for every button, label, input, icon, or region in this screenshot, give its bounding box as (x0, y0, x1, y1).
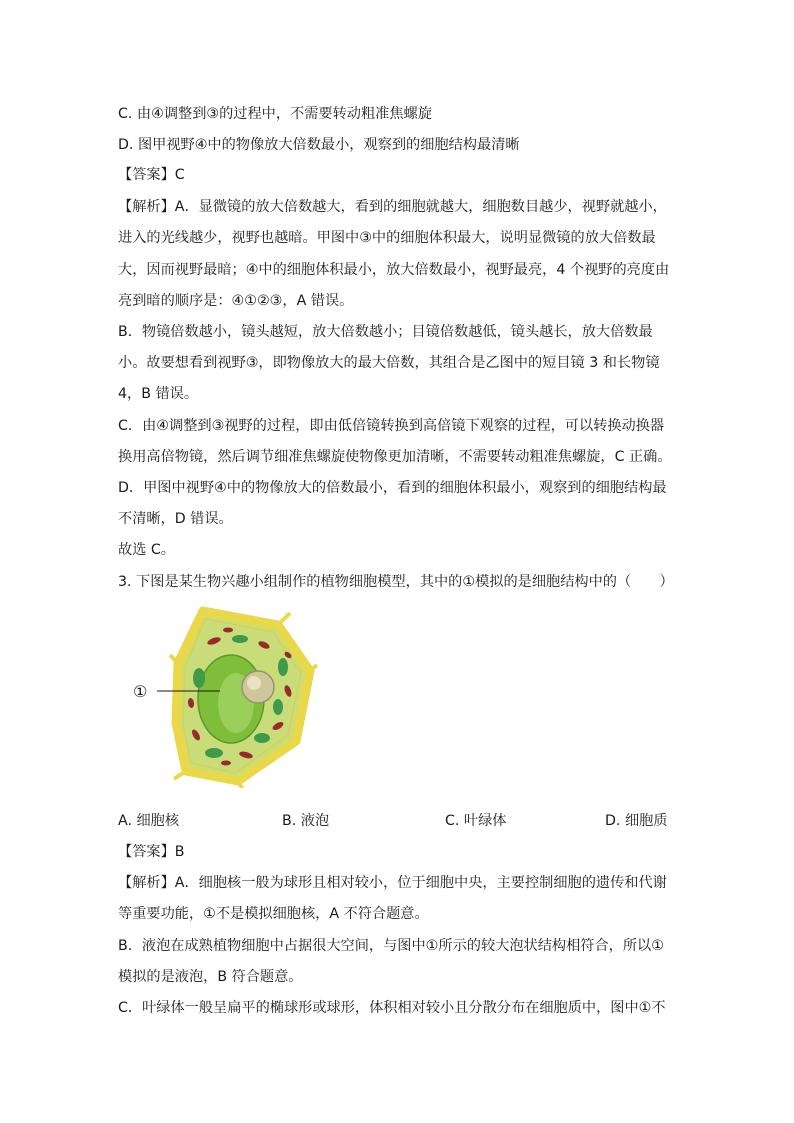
chloroplast (254, 733, 270, 743)
q2-analysis-line: 不清晰，D 错误。 (118, 511, 233, 527)
q2-analysis-line: 小。故要想看到视野③，即物像放大的最大倍数，其组合是乙图中的短目镜 3 和长物镜 (118, 355, 660, 371)
q2-option-d: D. 图甲视野④中的物像放大倍数最小，观察到的细胞结构最清晰 (118, 137, 520, 153)
mitochondrion (221, 761, 231, 766)
q2-analysis-line: 大，因而视野最暗；④中的细胞体积最小，放大倍数最小，视野最亮，4 个视野的亮度由 (118, 262, 670, 278)
q2-analysis-line: 【解析】A．显微镜的放大倍数越大，看到的细胞就越大，细胞数目越少，视野就越小， (118, 199, 667, 215)
q2-analysis-line: D．甲图中视野④中的物像放大的倍数最小，看到的细胞体积最小，观察到的细胞结构最 (118, 480, 667, 496)
q3-analysis-line: 等重要功能，①不是模拟细胞核，A 不符合题意。 (118, 906, 429, 922)
q3-option-a: A. 细胞核 (118, 813, 180, 829)
chloroplast (273, 699, 283, 715)
q3-analysis-line: 【解析】A．细胞核一般为球形且相对较小，位于细胞中央，主要控制细胞的遗传和代谢 (118, 875, 667, 891)
q2-analysis-line: B．物镜倍数越小，镜头越短，放大倍数越小；目镜倍数越低，镜头越长，放大倍数最 (118, 324, 653, 340)
q2-analysis-line: 亮到暗的顺序是：④①②③，A 错误。 (118, 293, 354, 309)
q2-analysis-line: 进入的光线越少，视野也越暗。甲图中③中的细胞体积最大，说明显微镜的放大倍数最 (118, 230, 656, 246)
q2-analysis-line: C．由④调整到③视野的过程，即由低倍镜转换到高倍镜下观察的过程，可以转换动换器 (118, 418, 665, 434)
q3-option-d: D. 细胞质 (605, 813, 668, 829)
q3-analysis-line: 模拟的是液泡，B 符合题意。 (118, 969, 303, 985)
chloroplast (205, 748, 223, 758)
q3-option-b: B. 液泡 (282, 813, 330, 829)
chloroplast (278, 658, 288, 676)
figure-label: ① (133, 682, 148, 701)
q2-analysis-line: 故选 C。 (118, 542, 175, 558)
q3-analysis-line: B．液泡在成熟植物细胞中占据很大空间，与图中①所示的较大泡状结构相符合，所以① (118, 938, 664, 954)
q2-answer: 【答案】C (118, 167, 185, 183)
q2-analysis-line: 4，B 错误。 (118, 386, 199, 402)
plant-cell-figure (128, 603, 318, 788)
q2-option-c: C. 由④调整到③的过程中，不需要转动粗准焦螺旋 (118, 106, 432, 122)
plant-cell-diagram (128, 603, 318, 788)
q3-answer: 【答案】B (118, 844, 185, 860)
chloroplast (232, 635, 248, 643)
q3-option-c: C. 叶绿体 (445, 813, 507, 829)
q3-stem: 3. 下图是某生物兴趣小组制作的植物细胞模型，其中的①模拟的是细胞结构中的（ ） (118, 574, 674, 590)
chloroplast (193, 668, 205, 688)
q3-analysis-line: C．叶绿体一般呈扁平的椭球形或球形，体积相对较小且分散分布在细胞质中，图中①不 (118, 1000, 666, 1016)
q3-options (0, 810, 794, 830)
q2-analysis-line: 换用高倍物镜，然后调节细准焦螺旋使物像更加清晰，不需要转动粗准焦螺旋，C 正确。 (118, 449, 672, 465)
mitochondrion (223, 628, 233, 633)
